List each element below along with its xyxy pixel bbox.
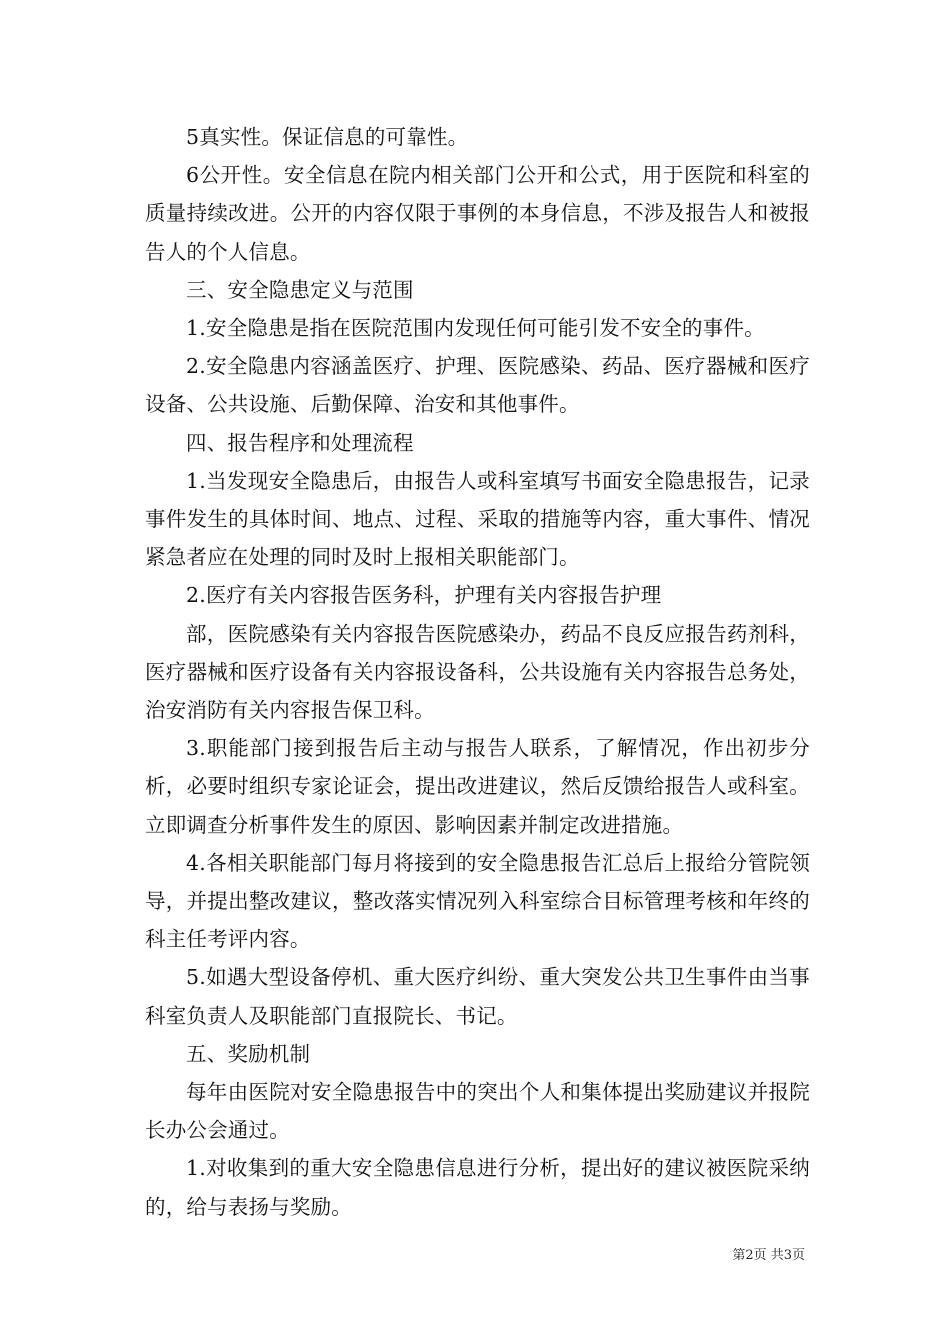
paragraph-procedure-2-continued: 部，医院感染有关内容报告医院感染办，药品不良反应报告药剂科，医疗器械和医疗设备有关内容报设备科，公共设施有关内容报告总务处，治安消防有关内容报告保卫科。: [145, 621, 810, 723]
page-number: 第2页 共3页: [732, 1248, 805, 1263]
section-heading-reward-mechanism: 五、奖励机制: [186, 1041, 311, 1066]
paragraph-procedure-2: 2.医疗有关内容报告医务科，护理有关内容报告护理: [186, 583, 662, 608]
paragraph-reward-1: 1.对收集到的重大安全隐患信息进行分析，提出好的建议被医院采纳的，给与表扬与奖励。: [145, 1156, 810, 1219]
paragraph-hazard-scope: 2.安全隐患内容涵盖医疗、护理、医院感染、药品、医疗器械和医疗设备、公共设施、后勤保障、治安和其他事件。: [145, 354, 810, 417]
paragraph-procedure-5: 5.如遇大型设备停机、重大医疗纠纷、重大突发公共卫生事件由当事科室负责人及职能部门直报院长、书记。: [145, 965, 810, 1028]
section-heading-reporting-procedure: 四、报告程序和处理流程: [186, 430, 414, 455]
paragraph-authenticity: 5真实性。保证信息的可靠性。: [186, 125, 469, 149]
paragraph-procedure-3: 3.职能部门接到报告后主动与报告人联系，了解情况，作出初步分析，必要时组织专家论证会，提出改进建议，然后反馈给报告人或科室。立即调查分析事件发生的原因、影响因素并制定改进措施。: [145, 736, 810, 837]
paragraph-procedure-4: 4.各相关职能部门每月将接到的安全隐患报告汇总后上报给分管院领导，并提出整改建议，整改落实情况列入科室综合目标管理考核和年终的科主任考评内容。: [145, 850, 810, 952]
section-heading-hazard-definition: 三、安全隐患定义与范围: [186, 277, 414, 302]
paragraph-reward-intro: 每年由医院对安全隐患报告中的突出个人和集体提出奖励建议并报院长办公会通过。: [145, 1080, 810, 1143]
paragraph-hazard-definition: 1.安全隐患是指在医院范围内发现任何可能引发不安全的事件。: [186, 316, 765, 341]
paragraph-openness: 6公开性。安全信息在院内相关部门公开和公式，用于医院和科室的质量持续改进。公开的内容仅限于事例的本身信息，不涉及报告人和被报告人的个人信息。: [145, 163, 810, 264]
paragraph-procedure-1: 1.当发现安全隐患后，由报告人或科室填写书面安全隐患报告，记录事件发生的具体时间、地点、过程、采取的措施等内容，重大事件、情况紧急者应在处理的同时及时上报相关职能部门。: [145, 468, 810, 570]
document-body: [145, 118, 810, 1226]
